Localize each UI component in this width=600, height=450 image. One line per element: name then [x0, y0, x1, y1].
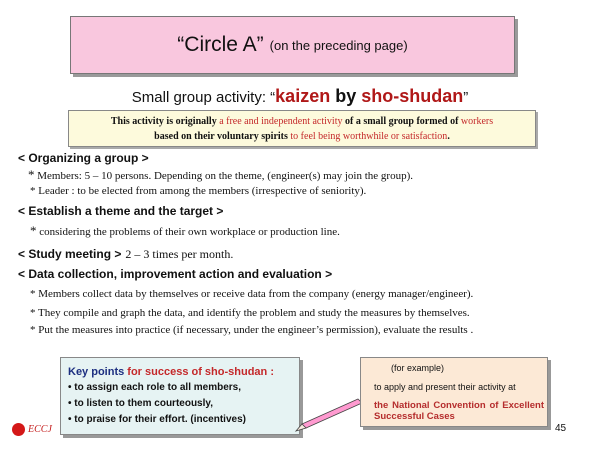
definition-box — [68, 110, 536, 147]
header-theme: < Establish a theme and the target > — [18, 204, 224, 218]
def-highlight: a free and independent activity — [219, 116, 343, 127]
def-text: . — [447, 131, 450, 142]
data-text: Put the measures into practice (if necessary, under the engineer’s permission), evaluate the results . — [35, 324, 474, 336]
star-bullet: * — [28, 167, 35, 182]
theme-text: considering the problems of their own workplace or production line. — [36, 226, 340, 238]
key-point-item: • to assign each role to all members, — [68, 382, 242, 393]
star-bullet: * — [30, 185, 36, 197]
subtitle-kaizen: kaizen — [275, 86, 331, 106]
leader-line — [30, 185, 366, 197]
data-line-3 — [30, 324, 473, 336]
star-bullet: * — [30, 223, 37, 238]
subtitle-prefix: Small group activity: “ — [131, 89, 276, 106]
header-study — [18, 247, 233, 262]
subtitle-by: by — [330, 86, 362, 106]
subtitle-sho-shudan: sho-shudan — [361, 86, 464, 106]
study-header-text: < Study meeting > — [18, 247, 122, 261]
members-line — [28, 167, 413, 183]
key-point-item: • to listen to them courteously, — [68, 398, 213, 409]
def-text: based on their voluntary spirits — [154, 131, 291, 142]
slide-title: “Circle A” — [177, 33, 264, 56]
star-bullet: * — [30, 324, 36, 336]
header-organizing: < Organizing a group > — [18, 151, 149, 165]
definition-line-2 — [69, 129, 535, 144]
key-points-title — [68, 364, 299, 380]
star-bullet: * — [30, 307, 36, 319]
slide-title-note: (on the preceding page) — [269, 37, 408, 53]
header-data: < Data collection, improvement action and evaluation > — [18, 267, 333, 281]
title-box — [70, 16, 515, 74]
key-points-box — [60, 357, 300, 435]
key-point-item: • to praise for their effort. (incentives) — [68, 414, 246, 425]
example-head: (for example) — [391, 363, 445, 373]
star-bullet: * — [30, 288, 36, 300]
leader-text: Leader : to be elected from among the members (irrespective of seniority). — [35, 185, 367, 197]
data-line-2 — [30, 307, 470, 319]
page-number: 45 — [555, 423, 567, 434]
kp-title-a: Key points — [68, 366, 128, 378]
data-line-1 — [30, 288, 473, 300]
pencil-pointer-icon — [292, 395, 364, 433]
subtitle-suffix: ” — [463, 89, 469, 106]
study-detail: 2 – 3 times per month. — [125, 247, 234, 261]
data-text: Members collect data by themselves or receive data from the company (energy manager/engineer). — [35, 288, 474, 300]
def-text: This activity is originally — [110, 116, 220, 127]
eccj-logo — [12, 423, 52, 436]
definition-line-1 — [69, 114, 535, 129]
example-box — [360, 357, 548, 427]
kp-title-b: for success of sho-shudan : — [127, 366, 274, 378]
example-highlight: the National Convention of Excellent Successful Cases — [374, 400, 544, 422]
members-text: Members: 5 – 10 persons. Depending on the theme, (engineer(s) may join the group). — [34, 170, 413, 182]
example-line: to apply and present their activity at — [374, 382, 516, 392]
def-highlight: workers — [460, 116, 494, 127]
theme-line — [30, 223, 340, 239]
logo-text: ECCJ — [28, 424, 52, 435]
logo-mark-icon — [12, 423, 25, 436]
def-highlight: to feel being worthwhile or satisfaction — [290, 131, 448, 142]
subtitle — [0, 86, 600, 107]
data-text: They compile and graph the data, and identify the problem and study the measures by themselves. — [35, 307, 470, 319]
def-text: of a small group formed of — [342, 116, 461, 127]
